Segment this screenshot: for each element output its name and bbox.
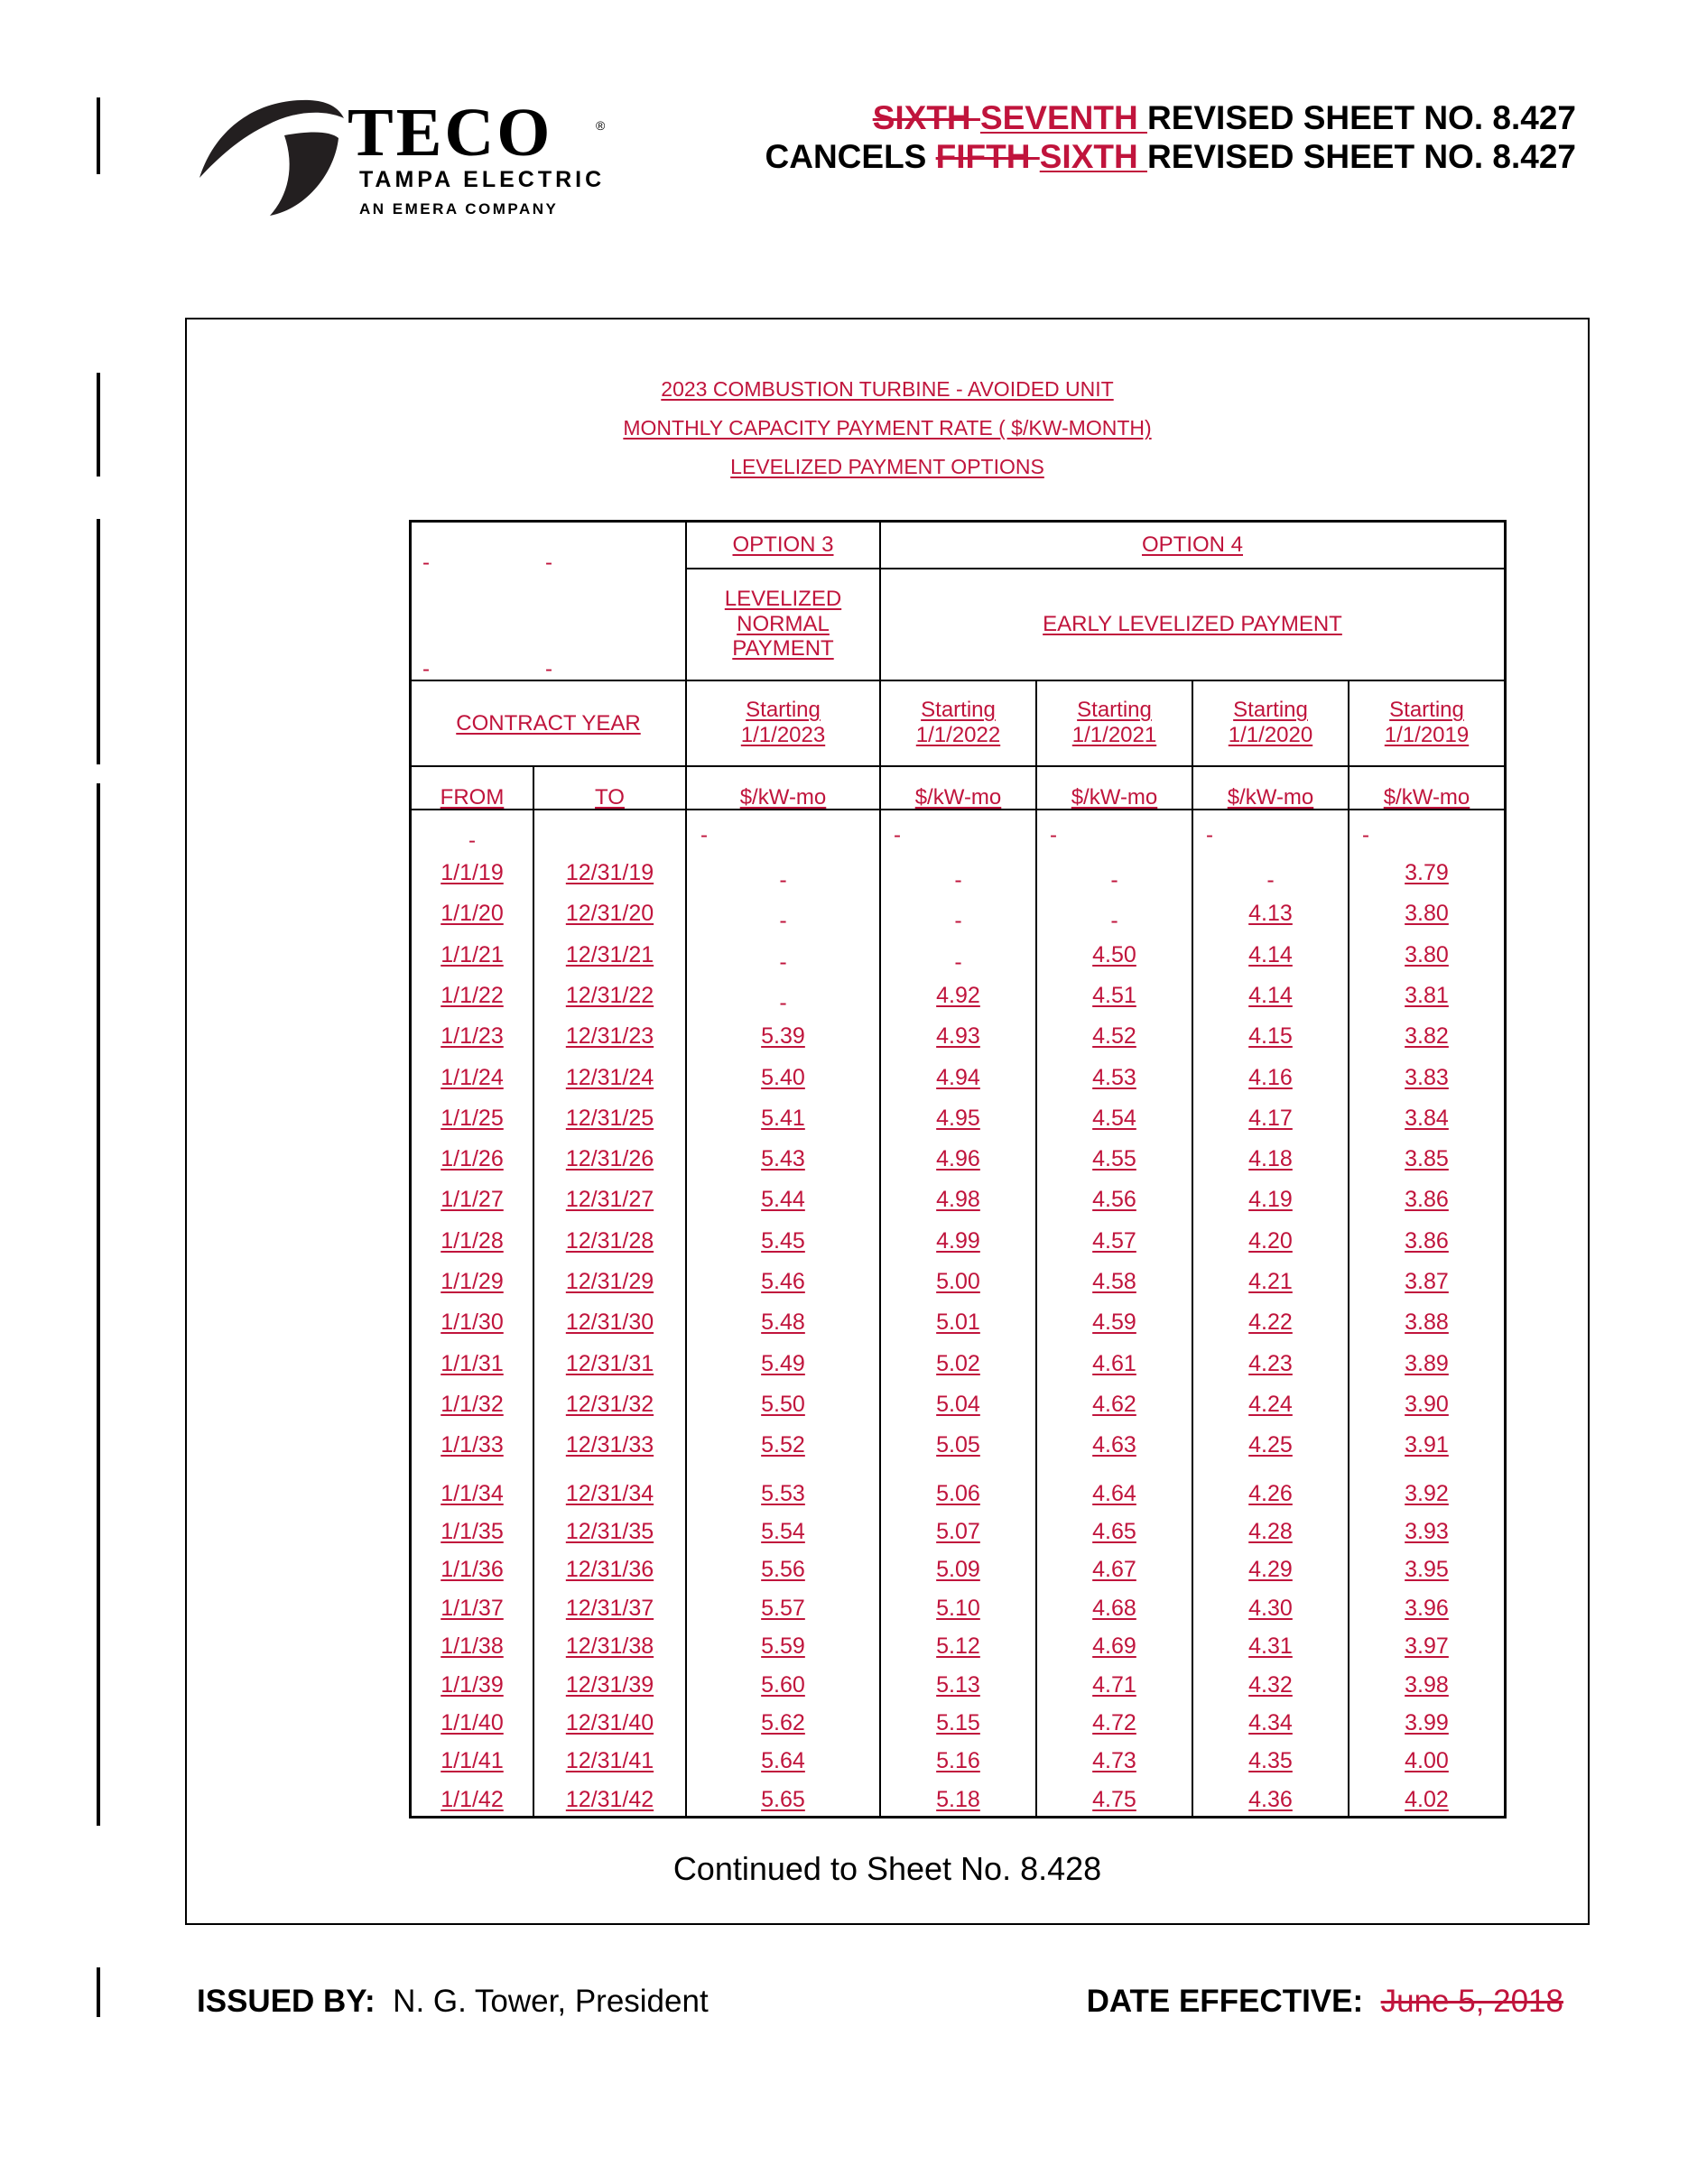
- option4-2019-rate: 3.93: [1405, 1519, 1449, 1544]
- sheet-number-text: REVISED SHEET NO. 8.427: [1146, 138, 1576, 175]
- issued-by-value: N. G. Tower, President: [393, 1984, 709, 2019]
- option4-2020-rate: 4.23: [1248, 1351, 1293, 1376]
- spacer-dash: -: [468, 828, 476, 853]
- date-effective-value: June 5, 2018: [1380, 1984, 1563, 2019]
- from-cell: 1/1/40: [441, 1710, 504, 1735]
- option4-2020-rate: 4.18: [1248, 1146, 1293, 1171]
- option3-rate: -: [779, 990, 787, 1015]
- option4-2021-rate: 4.50: [1092, 942, 1136, 967]
- option4-2021-rate: 4.58: [1092, 1269, 1136, 1294]
- option4-2020-rate: 4.17: [1248, 1106, 1293, 1131]
- to-cell: 12/31/38: [565, 1633, 654, 1659]
- option4-2021-rate: 4.73: [1092, 1748, 1136, 1773]
- option3-rate: 5.40: [761, 1065, 805, 1090]
- option4-2022-rate: 4.96: [936, 1146, 980, 1171]
- from-cell: 1/1/38: [441, 1633, 504, 1659]
- option3-rate: 5.46: [761, 1269, 805, 1294]
- option4-2019-rate: 3.95: [1405, 1557, 1449, 1582]
- starting-header-2019: Starting 1/1/2019: [1384, 698, 1470, 747]
- option4-2019-rate: 3.96: [1405, 1596, 1449, 1621]
- sheet-number-line2: [765, 140, 1576, 173]
- option4-2021-rate: 4.64: [1092, 1481, 1136, 1506]
- option4-2021-rate: -: [1110, 867, 1118, 893]
- to-cell: 12/31/28: [565, 1228, 654, 1254]
- option4-2021-rate: 4.71: [1092, 1672, 1136, 1698]
- option4-2021-rate: 4.61: [1092, 1351, 1136, 1376]
- option4-2021-rate: 4.72: [1092, 1710, 1136, 1735]
- option4-2022-rate: 4.93: [936, 1023, 980, 1049]
- option3-rate: 5.64: [761, 1748, 805, 1773]
- option4-2019-rate: 3.99: [1405, 1710, 1449, 1735]
- option4-2020-rate: 4.14: [1248, 983, 1293, 1008]
- option4-2020-rate: 4.26: [1248, 1481, 1293, 1506]
- logo-tampa-electric: TAMPA ELECTRIC: [359, 167, 606, 192]
- option4-2019-rate: 3.98: [1405, 1672, 1449, 1698]
- from-cell: 1/1/27: [441, 1187, 504, 1212]
- option4-2020-rate: 4.29: [1248, 1557, 1293, 1582]
- starting-header-option3: Starting 1/1/2023: [740, 698, 826, 747]
- to-header: TO: [595, 785, 625, 810]
- option4-2019-rate: 3.84: [1405, 1106, 1449, 1131]
- table-border: [409, 520, 1507, 523]
- option4-2021-rate: 4.68: [1092, 1596, 1136, 1621]
- option4-2022-rate: 4.94: [936, 1065, 980, 1090]
- from-cell: 1/1/34: [441, 1481, 504, 1506]
- option4-2021-rate: 4.54: [1092, 1106, 1136, 1131]
- option4-2020-rate: 4.21: [1248, 1269, 1293, 1294]
- to-cell: 12/31/22: [565, 983, 654, 1008]
- option3-rate: -: [779, 949, 787, 975]
- option4-2021-rate: 4.63: [1092, 1432, 1136, 1458]
- to-cell: 12/31/31: [565, 1351, 654, 1376]
- option4-2019-rate: 3.90: [1405, 1392, 1449, 1417]
- from-cell: 1/1/41: [441, 1748, 504, 1773]
- table-rule: [409, 680, 1507, 681]
- to-cell: 12/31/23: [565, 1023, 654, 1049]
- option4-2020-rate: 4.35: [1248, 1748, 1293, 1773]
- from-cell: 1/1/32: [441, 1392, 504, 1417]
- option4-2022-rate: 5.18: [936, 1787, 980, 1812]
- option3-rate: 5.65: [761, 1787, 805, 1812]
- option4-header: OPTION 4: [1141, 532, 1244, 557]
- option4-2020-rate: 4.24: [1248, 1392, 1293, 1417]
- option4-2019-rate: 3.88: [1405, 1309, 1449, 1335]
- starting-header-2021: Starting 1/1/2021: [1071, 698, 1157, 747]
- unit-header: $/kW-mo: [914, 785, 1002, 810]
- header-dash: -: [422, 551, 430, 575]
- option4-2022-rate: 5.13: [936, 1672, 980, 1698]
- header-dash: -: [422, 657, 430, 681]
- to-cell: 12/31/25: [565, 1106, 654, 1131]
- option4-2022-rate: -: [954, 949, 962, 975]
- teco-logo: [194, 95, 663, 230]
- option4-2022-rate: 4.95: [936, 1106, 980, 1131]
- option4-2019-rate: 3.97: [1405, 1633, 1449, 1659]
- option3-rate: 5.54: [761, 1519, 805, 1544]
- option4-2021-rate: 4.75: [1092, 1787, 1136, 1812]
- header-dash: -: [545, 657, 552, 681]
- option4-2019-rate: 4.00: [1405, 1748, 1449, 1773]
- option4-2020-rate: 4.32: [1248, 1672, 1293, 1698]
- to-cell: 12/31/26: [565, 1146, 654, 1171]
- option4-2020-rate: 4.30: [1248, 1596, 1293, 1621]
- option3-rate: 5.60: [761, 1672, 805, 1698]
- to-cell: 12/31/42: [565, 1787, 654, 1812]
- revision-bar: [97, 97, 100, 174]
- option4-2021-rate: 4.53: [1092, 1065, 1136, 1090]
- to-cell: 12/31/33: [565, 1432, 654, 1458]
- to-cell: 12/31/36: [565, 1557, 654, 1582]
- option4-2020-rate: -: [1266, 867, 1275, 893]
- struck-text: FIFTH: [935, 138, 1040, 175]
- to-cell: 12/31/27: [565, 1187, 654, 1212]
- to-cell: 12/31/35: [565, 1519, 654, 1544]
- from-cell: 1/1/30: [441, 1309, 504, 1335]
- option4-2022-rate: 5.00: [936, 1269, 980, 1294]
- sheet-number-text: REVISED SHEET NO. 8.427: [1146, 99, 1576, 136]
- option4-2019-rate: 3.89: [1405, 1351, 1449, 1376]
- logo-emera: AN EMERA COMPANY: [359, 200, 559, 217]
- option4-2021-rate: 4.55: [1092, 1146, 1136, 1171]
- option4-2020-rate: 4.13: [1248, 901, 1293, 926]
- logo-wordmark: TECO: [348, 95, 553, 171]
- option3-rate: 5.62: [761, 1710, 805, 1735]
- option4-2022-rate: 4.99: [936, 1228, 980, 1254]
- to-cell: 12/31/21: [565, 942, 654, 967]
- option3-header: OPTION 3: [732, 532, 834, 557]
- option4-2022-rate: 5.16: [936, 1748, 980, 1773]
- option4-2021-rate: 4.59: [1092, 1309, 1136, 1335]
- option4-2022-rate: 5.07: [936, 1519, 980, 1544]
- option4-2019-rate: 3.86: [1405, 1187, 1449, 1212]
- from-cell: 1/1/33: [441, 1432, 504, 1458]
- option4-2020-rate: 4.14: [1248, 942, 1293, 967]
- date-effective-label: DATE EFFECTIVE:: [1086, 1984, 1364, 2019]
- option4-2021-rate: -: [1110, 908, 1118, 933]
- unit-header: $/kW-mo: [1383, 785, 1470, 810]
- option4-2019-rate: 4.02: [1405, 1787, 1449, 1812]
- option4-2021-rate: 4.65: [1092, 1519, 1136, 1544]
- to-cell: 12/31/32: [565, 1392, 654, 1417]
- from-cell: 1/1/31: [441, 1351, 504, 1376]
- option4-2021-rate: 4.52: [1092, 1023, 1136, 1049]
- option4-2022-rate: 5.09: [936, 1557, 980, 1582]
- option3-rate: -: [779, 867, 787, 893]
- option4-2020-rate: 4.28: [1248, 1519, 1293, 1544]
- option3-rate: 5.48: [761, 1309, 805, 1335]
- option4-2020-rate: 4.19: [1248, 1187, 1293, 1212]
- from-cell: 1/1/23: [441, 1023, 504, 1049]
- option4-2021-rate: 4.57: [1092, 1228, 1136, 1254]
- from-cell: 1/1/25: [441, 1106, 504, 1131]
- from-header: FROM: [440, 785, 505, 810]
- option3-rate: 5.53: [761, 1481, 805, 1506]
- inserted-text: SIXTH: [1039, 138, 1147, 175]
- option4-2022-rate: -: [954, 867, 962, 893]
- option4-2021-rate: 4.51: [1092, 983, 1136, 1008]
- revision-bar: [97, 373, 100, 477]
- option4-2020-rate: 4.15: [1248, 1023, 1293, 1049]
- option4-2019-rate: 3.86: [1405, 1228, 1449, 1254]
- to-cell: 12/31/39: [565, 1672, 654, 1698]
- spacer-dash: -: [700, 823, 708, 847]
- option4-2021-rate: 4.67: [1092, 1557, 1136, 1582]
- option3-rate: 5.39: [761, 1023, 805, 1049]
- sheet-number-line1: [873, 101, 1576, 134]
- to-cell: 12/31/41: [565, 1748, 654, 1773]
- spacer-dash: -: [1362, 823, 1369, 847]
- date-effective: [1087, 1984, 1563, 2020]
- table-title-line2: MONTHLY CAPACITY PAYMENT RATE ( $/KW-MONTH): [623, 416, 1152, 440]
- from-cell: 1/1/24: [441, 1065, 504, 1090]
- option3-rate: 5.56: [761, 1557, 805, 1582]
- option4-2021-rate: 4.56: [1092, 1187, 1136, 1212]
- table-rule: [685, 568, 1507, 569]
- header-dash: -: [545, 551, 552, 575]
- option4-2020-rate: 4.25: [1248, 1432, 1293, 1458]
- from-cell: 1/1/22: [441, 983, 504, 1008]
- option4-2021-rate: 4.69: [1092, 1633, 1136, 1659]
- option4-2019-rate: 3.83: [1405, 1065, 1449, 1090]
- spacer-dash: -: [1050, 823, 1057, 847]
- option4-2022-rate: 5.06: [936, 1481, 980, 1506]
- option4-2022-rate: 5.05: [936, 1432, 980, 1458]
- inserted-text: SEVENTH: [979, 99, 1147, 136]
- from-cell: 1/1/35: [441, 1519, 504, 1544]
- option4-2022-rate: 5.15: [936, 1710, 980, 1735]
- levelized-normal-header: LEVELIZED NORMAL PAYMENT: [724, 587, 842, 662]
- option4-2019-rate: 3.81: [1405, 983, 1449, 1008]
- option4-2019-rate: 3.91: [1405, 1432, 1449, 1458]
- option4-2020-rate: 4.20: [1248, 1228, 1293, 1254]
- option4-2022-rate: 5.12: [936, 1633, 980, 1659]
- to-cell: 12/31/24: [565, 1065, 654, 1090]
- to-cell: 12/31/20: [565, 901, 654, 926]
- option4-2020-rate: 4.16: [1248, 1065, 1293, 1090]
- from-cell: 1/1/36: [441, 1557, 504, 1582]
- struck-text: SIXTH: [872, 99, 980, 136]
- issued-by-label: ISSUED BY:: [197, 1984, 376, 2019]
- registered-mark: ®: [596, 118, 606, 133]
- option4-2019-rate: 3.82: [1405, 1023, 1449, 1049]
- unit-header: $/kW-mo: [739, 785, 827, 810]
- option4-2021-rate: 4.62: [1092, 1392, 1136, 1417]
- spacer-dash: -: [894, 823, 901, 847]
- option4-2019-rate: 3.87: [1405, 1269, 1449, 1294]
- from-cell: 1/1/20: [441, 901, 504, 926]
- from-cell: 1/1/29: [441, 1269, 504, 1294]
- starting-header-2022: Starting 1/1/2022: [915, 698, 1001, 747]
- option4-2022-rate: 5.02: [936, 1351, 980, 1376]
- starting-header-2020: Starting 1/1/2020: [1228, 698, 1313, 747]
- option4-2022-rate: 5.04: [936, 1392, 980, 1417]
- option4-2019-rate: 3.85: [1405, 1146, 1449, 1171]
- from-cell: 1/1/21: [441, 942, 504, 967]
- option3-rate: 5.44: [761, 1187, 805, 1212]
- continued-note: Continued to Sheet No. 8.428: [672, 1850, 1102, 1887]
- to-cell: 12/31/29: [565, 1269, 654, 1294]
- cancels-text: CANCELS: [765, 138, 936, 175]
- table-title-line3: LEVELIZED PAYMENT OPTIONS: [730, 455, 1044, 478]
- option3-rate: -: [779, 908, 787, 933]
- option3-rate: 5.50: [761, 1392, 805, 1417]
- option4-2019-rate: 3.80: [1405, 901, 1449, 926]
- to-cell: 12/31/37: [565, 1596, 654, 1621]
- option3-rate: 5.52: [761, 1432, 805, 1458]
- option4-2022-rate: 5.01: [936, 1309, 980, 1335]
- option4-2020-rate: 4.36: [1248, 1787, 1293, 1812]
- revision-bar: [97, 519, 100, 764]
- from-cell: 1/1/42: [441, 1787, 504, 1812]
- revision-bar: [97, 1967, 100, 2017]
- option4-2019-rate: 3.79: [1405, 860, 1449, 885]
- to-cell: 12/31/30: [565, 1309, 654, 1335]
- option4-2022-rate: 4.98: [936, 1187, 980, 1212]
- option3-rate: 5.41: [761, 1106, 805, 1131]
- unit-header: $/kW-mo: [1227, 785, 1314, 810]
- issued-by: [197, 1984, 709, 2020]
- table-title-line1: 2023 COMBUSTION TURBINE - AVOIDED UNIT: [661, 377, 1114, 401]
- option3-rate: 5.59: [761, 1633, 805, 1659]
- option3-rate: 5.43: [761, 1146, 805, 1171]
- option4-2019-rate: 3.80: [1405, 942, 1449, 967]
- option3-rate: 5.49: [761, 1351, 805, 1376]
- table-rule: [409, 765, 1507, 767]
- revision-bar: [97, 783, 100, 1826]
- option3-rate: 5.45: [761, 1228, 805, 1254]
- to-cell: 12/31/19: [565, 860, 654, 885]
- option3-rate: 5.57: [761, 1596, 805, 1621]
- table-border: [409, 1816, 1507, 1818]
- option4-2019-rate: 3.92: [1405, 1481, 1449, 1506]
- spacer-dash: -: [1206, 823, 1213, 847]
- from-cell: 1/1/26: [441, 1146, 504, 1171]
- from-cell: 1/1/39: [441, 1672, 504, 1698]
- option4-2022-rate: 5.10: [936, 1596, 980, 1621]
- from-cell: 1/1/37: [441, 1596, 504, 1621]
- early-levelized-header: EARLY LEVELIZED PAYMENT: [1043, 612, 1342, 636]
- table-border: [1504, 520, 1507, 1818]
- to-cell: 12/31/34: [565, 1481, 654, 1506]
- option4-2022-rate: 4.92: [936, 983, 980, 1008]
- from-cell: 1/1/28: [441, 1228, 504, 1254]
- option4-2020-rate: 4.22: [1248, 1309, 1293, 1335]
- option4-2020-rate: 4.34: [1248, 1710, 1293, 1735]
- option4-2020-rate: 4.31: [1248, 1633, 1293, 1659]
- to-cell: 12/31/40: [565, 1710, 654, 1735]
- option4-2022-rate: -: [954, 908, 962, 933]
- contract-year-header: CONTRACT YEAR: [456, 711, 641, 736]
- from-cell: 1/1/19: [441, 860, 504, 885]
- teco-swoosh-icon: [194, 95, 348, 221]
- unit-header: $/kW-mo: [1071, 785, 1158, 810]
